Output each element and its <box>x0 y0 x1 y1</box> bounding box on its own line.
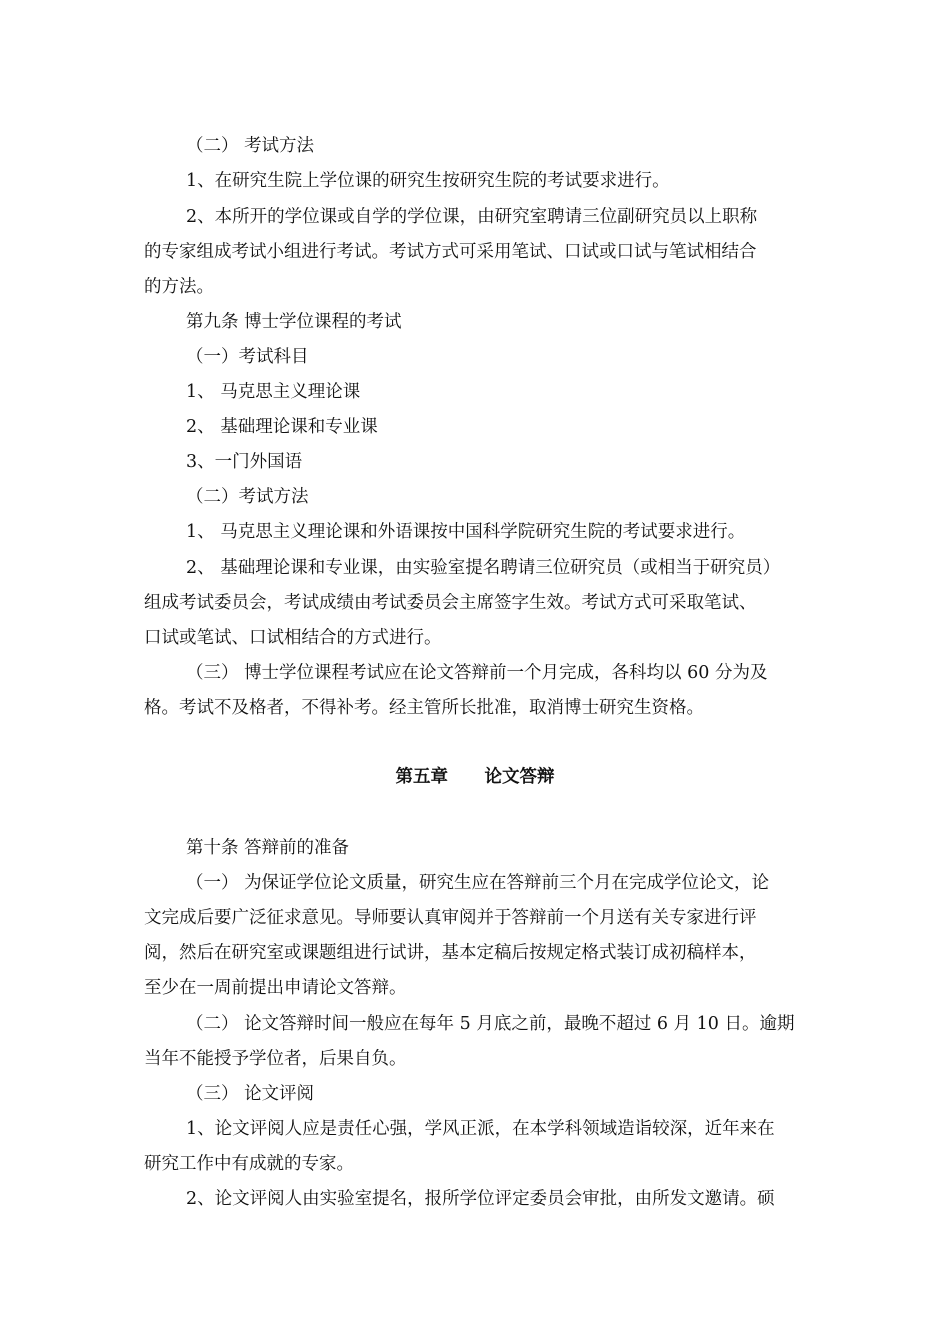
paragraph-line: 2、论文评阅人由实验室提名，报所学位评定委员会审批，由所发文邀请。硕 <box>186 1189 775 1209</box>
paragraph-line: 的方法。 <box>144 277 214 297</box>
paragraph-line: 文完成后要广泛征求意见。导师要认真审阅并于答辩前一个月送有关专家进行评 <box>144 908 757 928</box>
paragraph-line: 1、 马克思主义理论课 <box>186 382 361 402</box>
paragraph-line: 2、 基础理论课和专业课，由实验室提名聘请三位研究员（或相当于研究员） <box>186 558 781 578</box>
paragraph-line: （二） 论文答辩时间一般应在每年 5 月底之前，最晚不超过 6 月 10 日。逾期 <box>186 1014 795 1034</box>
paragraph-line: （三） 论文评阅 <box>186 1084 315 1104</box>
chapter-heading: 第五章 论文答辩 <box>395 767 555 787</box>
paragraph-line: （一） 为保证学位论文质量，研究生应在答辩前三个月在完成学位论文，论 <box>186 873 770 893</box>
paragraph-line: （一）考试科目 <box>186 347 309 367</box>
paragraph-line: 研究工作中有成就的专家。 <box>144 1154 354 1174</box>
paragraph-line: 阅，然后在研究室或课题组进行试讲，基本定稿后按规定格式装订成初稿样本， <box>144 943 757 963</box>
article-title: 第十条 答辩前的准备 <box>186 838 350 858</box>
paragraph-line: 当年不能授予学位者，后果自负。 <box>144 1049 407 1069</box>
paragraph-line: 1、论文评阅人应是责任心强，学风正派，在本学科领域造诣较深，近年来在 <box>186 1119 775 1139</box>
paragraph-line: （二） 考试方法 <box>186 136 315 156</box>
paragraph-line: （二）考试方法 <box>186 487 309 507</box>
paragraph-line: 2、本所开的学位课或自学的学位课，由研究室聘请三位副研究员以上职称 <box>186 207 758 227</box>
article-title: 第九条 博士学位课程的考试 <box>186 312 402 332</box>
paragraph-line: 2、 基础理论课和专业课 <box>186 417 378 437</box>
paragraph-line: 3、一门外国语 <box>186 452 303 472</box>
paragraph-line: 至少在一周前提出申请论文答辩。 <box>144 978 407 998</box>
paragraph-line: 1、 马克思主义理论课和外语课按中国科学院研究生院的考试要求进行。 <box>186 522 746 542</box>
paragraph-line: 1、在研究生院上学位课的研究生按研究生院的考试要求进行。 <box>186 171 670 191</box>
paragraph-line: 口试或笔试、口试相结合的方式进行。 <box>144 628 442 648</box>
paragraph-line: （三） 博士学位课程考试应在论文答辩前一个月完成，各科均以 60 分为及 <box>186 663 768 683</box>
paragraph-line: 组成考试委员会，考试成绩由考试委员会主席签字生效。考试方式可采取笔试、 <box>144 593 757 613</box>
paragraph-line: 格。考试不及格者，不得补考。经主管所长批准，取消博士研究生资格。 <box>144 698 704 718</box>
paragraph-line: 的专家组成考试小组进行考试。考试方式可采用笔试、口试或口试与笔试相结合 <box>144 242 757 262</box>
